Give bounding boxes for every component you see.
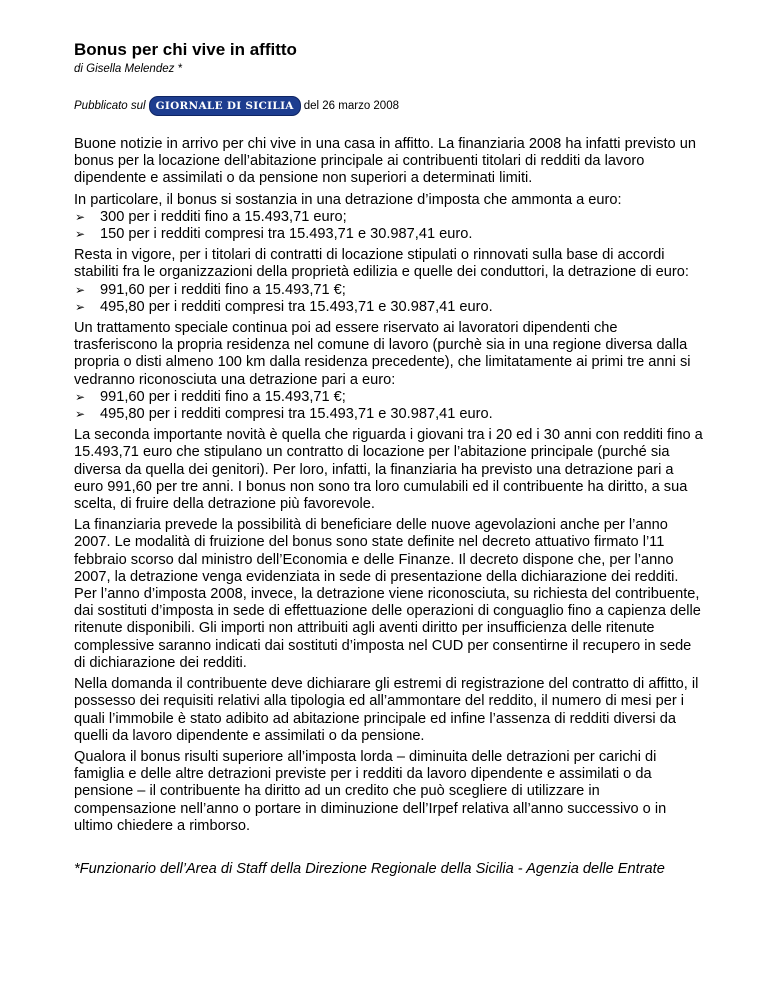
list-item: ➢ 150 per i redditi compresi tra 15.493,71 e 30.987,41 euro.: [75, 226, 473, 243]
newspaper-logo: GIORNALE DI SICILIA: [149, 96, 301, 116]
bullet-list-3: [74, 389, 704, 423]
arrow-bullet-icon: ➢: [75, 407, 86, 422]
paragraph-4: Un trattamento speciale continua poi ad essere riservato ai lavoratori dipendenti che trasferiscono la propria residenza nel comune di lavoro (purchè sia in una regione diversa dalla propria o disti almeno 100 km dalla residenza precedente), che limitatamente ai primi tre anni si vedranno riconosciuta una detrazione pari a euro:: [74, 320, 691, 388]
list-item: ➢ 991,60 per i redditi fino a 15.493,71 €;: [75, 281, 346, 298]
paragraph-7: Nella domanda il contribuente deve dichiarare gli estremi di registrazione del contratto di affitto, il possesso dei requisiti relativi alla tipologia ed all’ammontare del reddito, il numero di mesi per i quali l’immobile è stato adibito ad abitazione principale ed infine l’assenza di redditi diversi da quelli da lavoro dipendente e assimilati o da pensione.: [74, 676, 699, 744]
arrow-bullet-icon: ➢: [75, 227, 86, 242]
publication-line: [74, 96, 704, 116]
author-line: di Gisella Melendez *: [74, 63, 183, 75]
document-page: [74, 40, 704, 878]
bullet-list-2: [74, 282, 704, 316]
list-item: ➢ 300 per i redditi fino a 15.493,71 euro;: [75, 208, 347, 225]
paragraph-2: In particolare, il bonus si sostanzia in una detrazione d’imposta che ammonta a euro:: [74, 191, 622, 208]
published-prefix: Pubblicato sul: [74, 100, 146, 112]
footnote: *Funzionario dell’Area di Staff della Direzione Regionale della Sicilia - Agenzia delle Entrate: [74, 860, 665, 877]
paragraph-6: La finanziaria prevede la possibilità di beneficiare delle nuove agevolazioni anche per l’anno 2007. Le modalità di fruizione del bonus sono state definite nel decreto attuativo firmato l’11 febbraio scorso dal ministro dell’Economia e delle Finanze. Il decreto dispone che, per l’anno 2007, la detrazione venga evidenziata in sede di presentazione della dichiarazione dei redditi. Per l’anno d’imposta 2008, invece, la detrazione viene riconosciuta, su richiesta del contribuente, dai sostituti d’imposta in sede di effettuazione delle operazioni di conguaglio fino a capienza delle ritenute disponibili. Gli importi non attribuiti agli aventi diritto per insufficienza delle ritenute complessive saranno indicati dai sostituti d’imposta nel CUD per consentirne il recupero in sede di dichiarazione dei redditi.: [74, 517, 701, 671]
bullet-list-1: [74, 209, 704, 243]
paragraph-5: La seconda importante novità è quella che riguarda i giovani tra i 20 ed i 30 anni con redditi fino a 15.493,71 euro che stipulano un contratto di locazione per l’abitazione principale (purché sia diversa da quella dei genitori). Per loro, infatti, la finanziaria ha previsto una detrazione pari a euro 991,60 per tre anni. I bonus non sono tra loro cumulabili ed il contribuente ha diritto, a sua scelta, di fruire della detrazione più favorevole.: [74, 427, 703, 513]
arrow-bullet-icon: ➢: [75, 389, 86, 404]
arrow-bullet-icon: ➢: [75, 299, 86, 314]
article-body: [74, 136, 704, 835]
paragraph-1: Buone notizie in arrivo per chi vive in una casa in affitto. La finanziaria 2008 ha infatti previsto un bonus per la locazione dell’abitazione principale ai contribuenti titolari di redditi da lavoro dipendente e assimilati o da pensione non superiori a determinati limiti.: [74, 136, 696, 187]
list-item: ➢ 991,60 per i redditi fino a 15.493,71 €;: [75, 388, 346, 405]
list-item: ➢ 495,80 per i redditi compresi tra 15.493,71 e 30.987,41 euro.: [75, 298, 493, 315]
arrow-bullet-icon: ➢: [75, 209, 86, 224]
paragraph-8: Qualora il bonus risulti superiore all’imposta lorda – diminuita delle detrazioni per carichi di famiglia e delle altre detrazioni previste per i redditi da lavoro dipendente e assimilati o da pensione – il contribuente ha diritto ad un credito che può scegliere di utilizzare in compensazione nell’anno o portare in diminuzione dell’Irpef relativa all’anno successivo o in ultimo chiedere a rimborso.: [74, 748, 667, 834]
article-title: Bonus per chi vive in affitto: [74, 40, 297, 59]
paragraph-3: Resta in vigore, per i titolari di contratti di locazione stipulati o rinnovati sulla base di accordi stabiliti fra le organizzazioni della proprietà edilizia e quelle dei conduttori, la detrazione di euro:: [74, 247, 689, 281]
list-item: ➢ 495,80 per i redditi compresi tra 15.493,71 e 30.987,41 euro.: [75, 406, 493, 423]
arrow-bullet-icon: ➢: [75, 282, 86, 297]
published-date: del 26 marzo 2008: [303, 100, 399, 112]
